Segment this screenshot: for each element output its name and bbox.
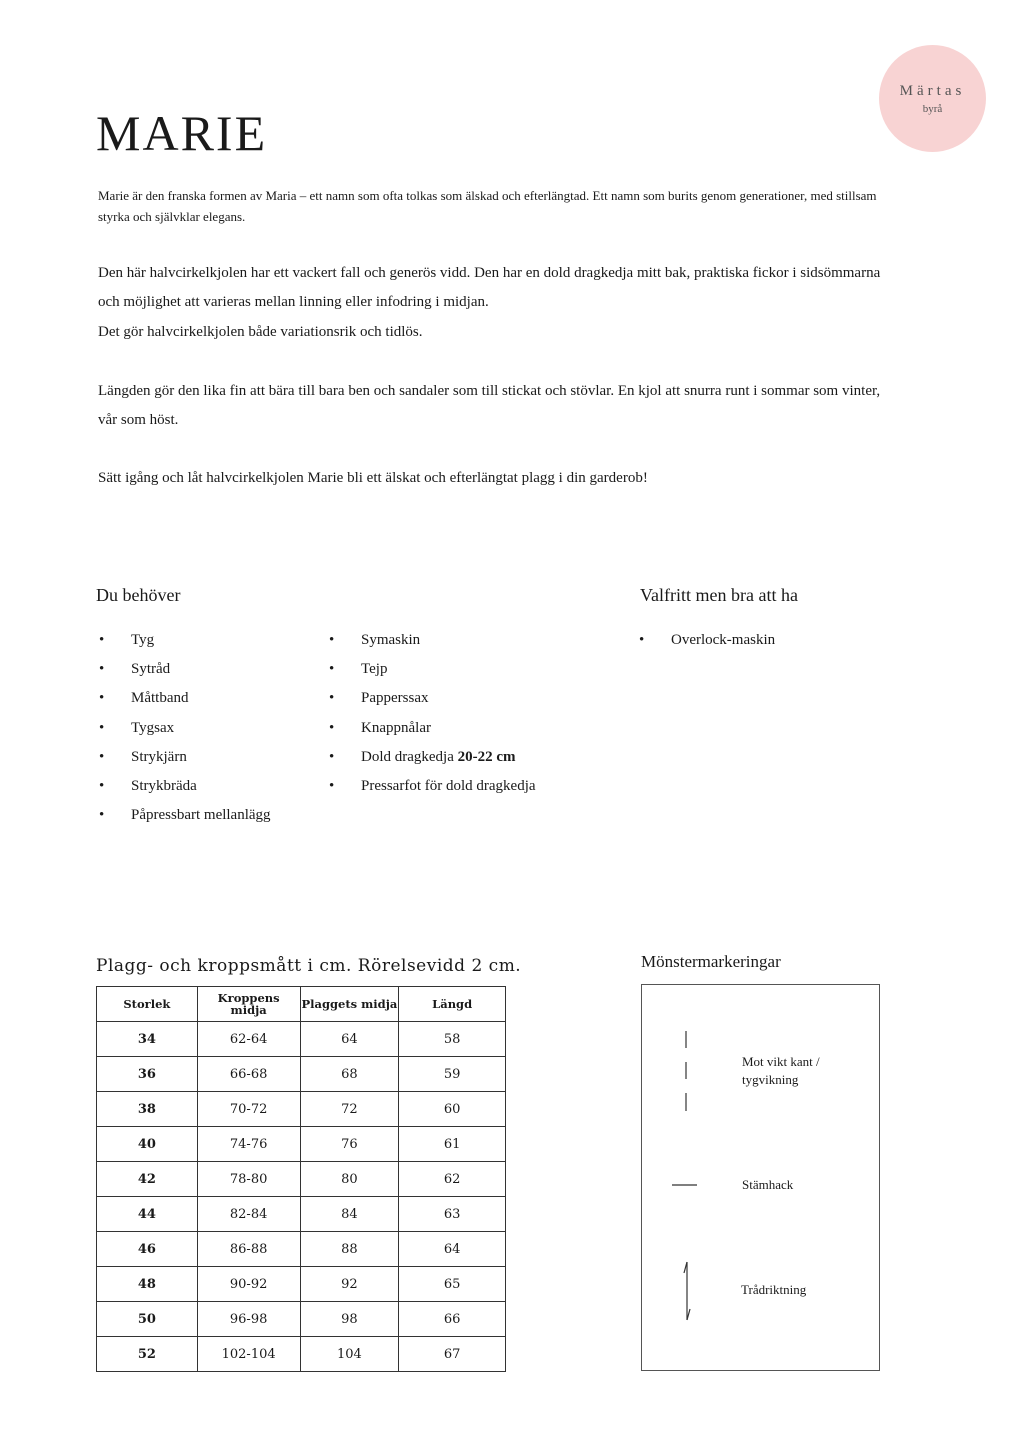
- size-cell: 52: [97, 1337, 198, 1372]
- description-paragraph-1: Den här halvcirkelkjolen har ett vackert fall och generös vidd. Den har en dold dragkedja mitt bak, praktiska fickor i sidsömmarna och möjlighet att varieras mellan linning eller infodring i midjan.: [98, 265, 881, 310]
- fold-line-label-2: tygvikning: [742, 1072, 799, 1087]
- table-cell: 66: [399, 1302, 506, 1337]
- table-cell: 82-84: [197, 1197, 300, 1232]
- needs-list-col1: [96, 626, 326, 830]
- table-cell: 67: [399, 1337, 506, 1372]
- table-cell: 60: [399, 1092, 506, 1127]
- needs-heading: Du behöver: [96, 585, 181, 605]
- table-row: [97, 1232, 506, 1267]
- grain-line-icon: [684, 1262, 690, 1320]
- grain-line-label: Trådriktning: [741, 1282, 807, 1297]
- list-item-zipper: [326, 743, 616, 772]
- table-cell: 96-98: [197, 1302, 300, 1337]
- list-item: • Sytråd: [96, 655, 326, 684]
- table-cell: 61: [399, 1127, 506, 1162]
- table-cell: 72: [300, 1092, 399, 1127]
- table-cell: 104: [300, 1337, 399, 1372]
- description-paragraph-2: Det gör halvcirkelkjolen både variationsrik och tidlös.: [98, 324, 423, 340]
- column-header: Plaggets midja: [300, 987, 399, 1022]
- table-cell: 90-92: [197, 1267, 300, 1302]
- size-cell: 44: [97, 1197, 198, 1232]
- list-item: • Tejp: [326, 655, 616, 684]
- table-cell: 74-76: [197, 1127, 300, 1162]
- fold-line-label: [742, 1053, 820, 1089]
- table-row: [97, 1197, 506, 1232]
- size-cell: 40: [97, 1127, 198, 1162]
- list-item: • Knappnålar: [326, 714, 616, 743]
- list-item: • Symaskin: [326, 626, 616, 655]
- table-cell: 98: [300, 1302, 399, 1337]
- table-cell: 62: [399, 1162, 506, 1197]
- table-row: [97, 1302, 506, 1337]
- size-cell: 36: [97, 1057, 198, 1092]
- table-row: [97, 1092, 506, 1127]
- description-paragraph-3: Längden gör den lika fin att bära till bara ben och sandaler som till stickat och stövlar. En kjol att snurra runt i sommar som vinter, vår som höst.: [98, 383, 881, 428]
- brand-logo: [879, 45, 986, 152]
- list-item: • Papperssax: [326, 684, 616, 713]
- intro-text: Marie är den franska formen av Maria – ett namn som ofta tolkas som älskad och efterlängtad. Ett namn som burits genom generationer, med stillsam styrka och självklar elegans.: [98, 188, 877, 224]
- table-cell: 76: [300, 1127, 399, 1162]
- table-cell: 80: [300, 1162, 399, 1197]
- table-cell: 86-88: [197, 1232, 300, 1267]
- table-row: [97, 1057, 506, 1092]
- table-cell: 64: [399, 1232, 506, 1267]
- table-row: [97, 1162, 506, 1197]
- table-cell: 68: [300, 1057, 399, 1092]
- needs-list-col2: [326, 626, 616, 801]
- table-cell: 70-72: [197, 1092, 300, 1127]
- markings-heading: Mönstermarkeringar: [641, 952, 781, 971]
- size-cell: 42: [97, 1162, 198, 1197]
- list-item: • Pressarfot för dold dragkedja: [326, 772, 616, 801]
- table-row: [97, 1337, 506, 1372]
- zipper-size: 20-22 cm: [457, 748, 516, 765]
- table-header-row: [97, 987, 506, 1022]
- size-cell: 50: [97, 1302, 198, 1337]
- logo-text-sub: byrå: [922, 103, 943, 115]
- table-row: [97, 1022, 506, 1057]
- zipper-label: Dold dragkedja: [361, 748, 458, 765]
- logo-text-main: Märtas: [899, 83, 966, 99]
- optional-list: [636, 626, 896, 655]
- description-paragraph-4: Sätt igång och låt halvcirkelkjolen Marie bli ett älskat och efterlängtat plagg i din garderob!: [98, 470, 648, 486]
- size-table-heading: Plagg- och kroppsmått i cm. Rörelsevidd 2 cm.: [96, 956, 522, 976]
- table-cell: 65: [399, 1267, 506, 1302]
- column-header: Kroppens midja: [197, 987, 300, 1022]
- optional-heading: Valfritt men bra att ha: [640, 585, 798, 605]
- list-item: • Måttband: [96, 684, 326, 713]
- column-header: Storlek: [97, 987, 198, 1022]
- table-cell: 84: [300, 1197, 399, 1232]
- size-cell: 46: [97, 1232, 198, 1267]
- table-cell: 102-104: [197, 1337, 300, 1372]
- list-item: • Påpressbart mellanlägg: [96, 801, 326, 830]
- markings-box: [641, 984, 880, 1371]
- size-cell: 34: [97, 1022, 198, 1057]
- table-cell: 92: [300, 1267, 399, 1302]
- column-header: Längd: [399, 987, 506, 1022]
- table-cell: 78-80: [197, 1162, 300, 1197]
- size-cell: 48: [97, 1267, 198, 1302]
- page-title: MARIE: [96, 105, 268, 161]
- list-item: • Tygsax: [96, 714, 326, 743]
- notch-label: Stämhack: [742, 1177, 794, 1192]
- size-table-body: [97, 1022, 506, 1372]
- fold-line-label-1: Mot vikt kant /: [742, 1054, 820, 1069]
- table-cell: 64: [300, 1022, 399, 1057]
- table-cell: 62-64: [197, 1022, 300, 1057]
- table-cell: 58: [399, 1022, 506, 1057]
- table-cell: 63: [399, 1197, 506, 1232]
- list-item: • Strykbräda: [96, 772, 326, 801]
- table-cell: 66-68: [197, 1057, 300, 1092]
- list-item: • Strykjärn: [96, 743, 326, 772]
- table-row: [97, 1127, 506, 1162]
- size-table: [96, 986, 506, 1372]
- size-cell: 38: [97, 1092, 198, 1127]
- table-cell: 88: [300, 1232, 399, 1267]
- list-item: • Overlock-maskin: [636, 626, 896, 655]
- table-row: [97, 1267, 506, 1302]
- table-cell: 59: [399, 1057, 506, 1092]
- list-item: • Tyg: [96, 626, 326, 655]
